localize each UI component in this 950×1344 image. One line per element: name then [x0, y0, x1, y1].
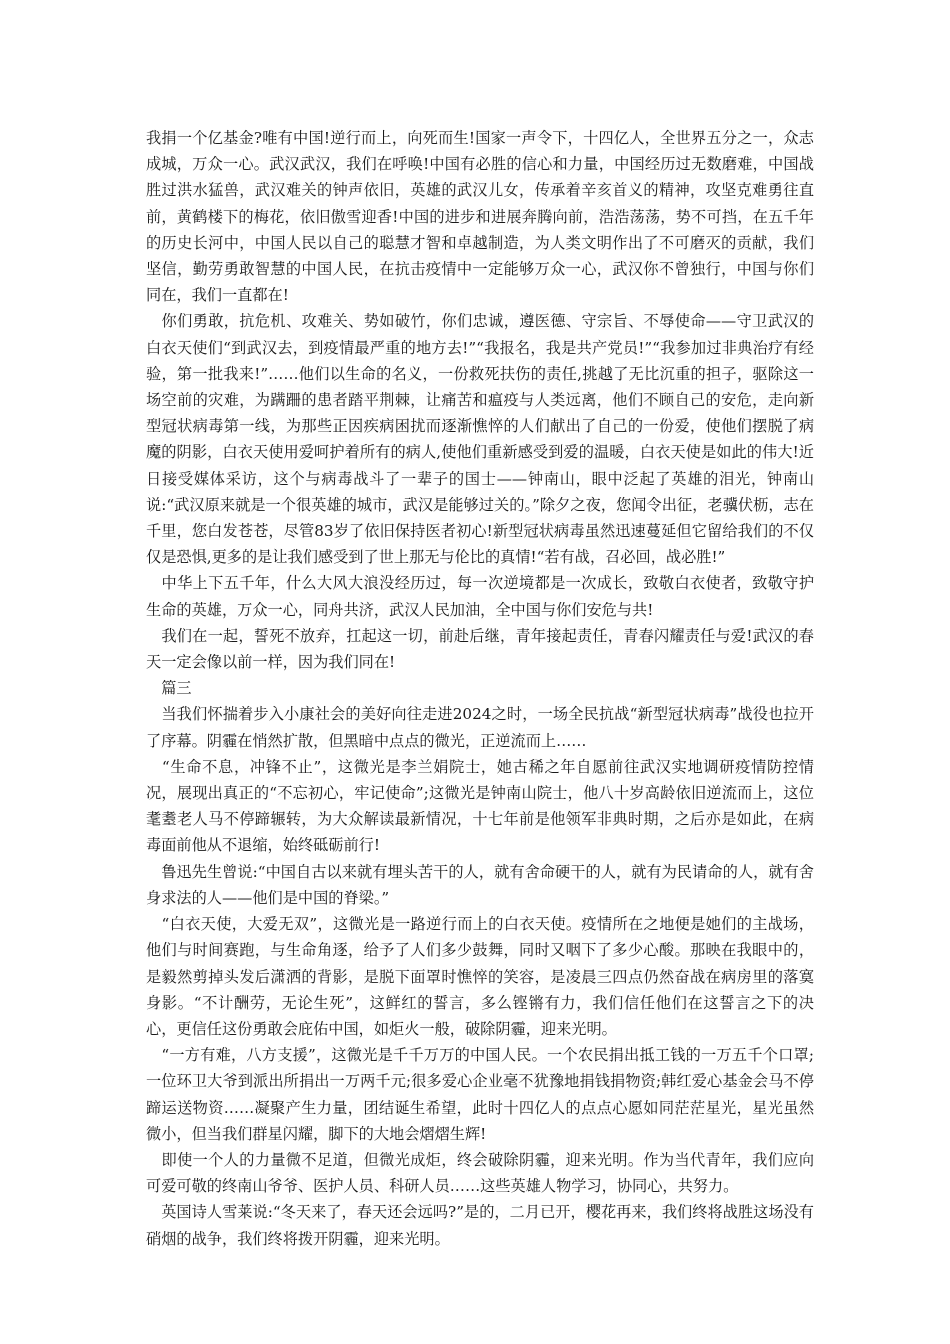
- paragraph: 英国诗人雪莱说:“冬天来了，春天还会远吗?”是的，二月已开，樱花再来，我们终将战胜这场没有硝烟的战争，我们终将拨开阴霾，迎来光明。: [146, 1203, 814, 1248]
- paragraph: 中华上下五千年，什么大风大浪没经历过，每一次逆境都是一次成长，致敬白衣使者，致敬守护生命的英雄，万众一心，同舟共济，武汉人民加油，全中国与你们安危与共!: [146, 574, 814, 619]
- paragraph: “生命不息，冲锋不止”，这微光是李兰娟院士，她古稀之年自愿前往武汉实地调研疫情防控情况，展现出真正的“不忘初心，牢记使命”;这微光是钟南山院士，他八十岁高龄依旧逆流而上，这位耄耋老人马不停蹄辗转，为大众解读最新情况，十七年前是他领军非典时期，之后亦是如此，在病毒面前他从不退缩，始终砥砺前行!: [146, 757, 814, 855]
- section-heading: 篇三: [146, 679, 192, 698]
- paragraph: “一方有难，八方支援”，这微光是千千万万的中国人民。一个农民捐出抵工钱的一万五千个口罩; 一位环卫大爷到派出所捐出一万两千元;很多爱心企业毫不犹豫地捐钱捐物资;韩红爱心基金会马不停蹄运送物资……凝聚产生力量，团结诞生希望，此时十四亿人的点点心愿如同茫茫星光，星光虽然微小，但当我们群星闪耀，脚下的大地会熠熠生辉!: [146, 1046, 819, 1143]
- paragraph: 当我们怀揣着步入小康社会的美好向往走进2024之时，一场全民抗战“新型冠状病毒”战役也拉开了序幕。阴霾在悄然扩散，但黑暗中点点的微光，正逆流而上……: [146, 705, 814, 750]
- paragraph: 我捐一个亿基金?唯有中国!逆行而上，向死而生!国家一声令下，十四亿人，全世界五分之一，众志成城，万众一心。武汉武汉，我们在呼唤!中国有必胜的信心和力量，中国经历过无数磨难，中国战胜过洪水猛兽，武汉难关的钟声依旧，英雄的武汉儿女，传承着辛亥首义的精神，攻坚克难勇往直前，黄鹤楼下的梅花，依旧傲雪迎香!中国的进步和进展奔腾向前，浩浩荡荡，势不可挡，在五千年的历史长河中，中国人民以自己的聪慧才智和卓越制造，为人类文明作出了不可磨灭的贡献，我们坚信，勤劳勇敢智慧的中国人民，在抗击疫情中一定能够万众一心，武汉你不曾独行，中国与你们同在，我们一直都在!: [146, 129, 814, 305]
- document-body: [146, 125, 819, 1252]
- paragraph: “白衣天使，大爱无双”，这微光是一路逆行而上的白衣天使。疫情所在之地便是她们的主战场，他们与时间赛跑，与生命角逐，给予了人们多少鼓舞，同时又咽下了多少心酸。那映在我眼中的，是毅然剪掉头发后潇洒的背影，是脱下面罩时憔悴的笑容，是凌晨三四点仍然奋战在病房里的落寞身影。“不计酬劳，无论生死”，这鲜红的誓言，多么铿锵有力，我们信任他们在这誓言之下的决心，更信任这份勇敢会庇佑中国，如炬火一般，破除阴霾，迎来光明。: [146, 915, 814, 1038]
- paragraph: 即使一个人的力量微不足道，但微光成炬，终会破除阴霾，迎来光明。作为当代青年，我们应向可爱可敬的终南山爷爷、医护人员、科研人员……这些英雄人物学习，协同心，共努力。: [146, 1150, 814, 1196]
- paragraph: 你们勇敢，抗危机、攻难关、势如破竹，你们忠诚，遵医德、守宗旨、不辱使命——守卫武汉的白衣天使们“到武汉去，到疫情最严重的地方去!”“我报名，我是共产党员!”“我参加过非典治疗有经验，第一批我来!”……他们以生命的名义，一份救死扶伤的责任,挑越了无比沉重的担子，驱除这一场空前的灾难，为蹒跚的患者踏平荆棘，让痛苦和瘟疫与人类远离，他们不顾自己的安危，走向新型冠状病毒第一线，为那些正因疾病困扰而逐渐憔悴的人们献出了自己的一份爱，使他们摆脱了病魔的阴影，白衣天使用爱呵护着所有的病人,使他们重新感受到爱的温暖，白衣天使是如此的伟大!近日接受媒体采访，这个与病毒战斗了一辈子的国士——钟南山，眼中泛起了英雄的泪光，钟南山说:“武汉原来就是一个很英雄的城市，武汉是能够过关的。”除夕之夜，您闻令出征，老骥伏枥，志在千里，您白发苍苍，尽管83岁了依旧保持医者初心!新型冠状病毒虽然迅速蔓延但它留给我们的不仅仅是恐惧,更多的是让我们感受到了世上那无与伦比的真情!“若有战，召必回，战必胜!”: [146, 312, 814, 567]
- paragraph: 我们在一起，誓死不放弃，扛起这一切，前赴后继，青年接起责任，青春闪耀责任与爱!武汉的春天一定会像以前一样，因为我们同在!: [146, 626, 814, 672]
- paragraph: 鲁迅先生曾说:“中国自古以来就有埋头苦干的人，就有舍命硬干的人，就有为民请命的人，就有舍身求法的人——他们是中国的脊梁。”: [146, 862, 814, 907]
